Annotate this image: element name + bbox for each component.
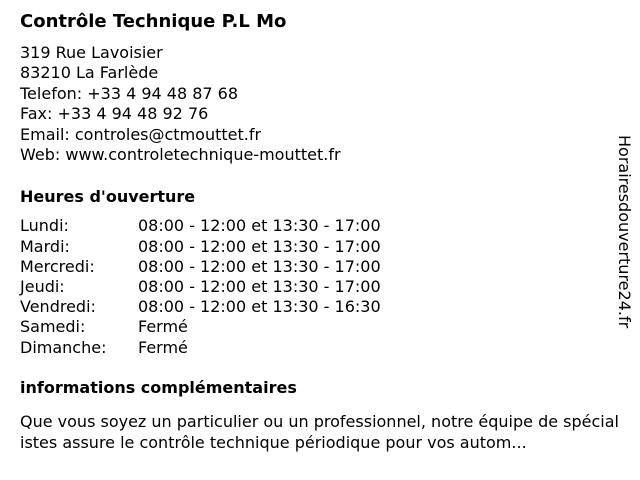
street-address: 319 Rue Lavoisier bbox=[20, 43, 163, 62]
hours-heading: Heures d'ouverture bbox=[20, 187, 196, 207]
contact-block bbox=[20, 43, 620, 165]
hours-time: 08:00 - 12:00 et 13:30 - 17:00 bbox=[138, 256, 381, 276]
info-heading: informations complémentaires bbox=[20, 377, 297, 397]
hours-time: 08:00 - 12:00 et 13:30 - 17:00 bbox=[138, 236, 381, 256]
hours-row bbox=[20, 257, 620, 277]
hours-time: 08:00 - 12:00 et 13:30 - 17:00 bbox=[138, 277, 381, 297]
business-card bbox=[20, 10, 620, 453]
hours-time: Fermé bbox=[138, 337, 188, 357]
hours-row bbox=[20, 317, 620, 337]
hours-table bbox=[20, 216, 620, 357]
info-description: Que vous soyez un particulier ou un professionnel, notre équipe de spécialistes assure le contrôle technique périodique pour vos autom... bbox=[20, 411, 619, 452]
site-watermark: Horairesdouverture24.fr bbox=[615, 135, 634, 329]
city-address: 83210 La Farlède bbox=[20, 63, 159, 83]
hours-day: Mercredi: bbox=[20, 256, 95, 276]
hours-time: 08:00 - 12:00 et 13:30 - 17:00 bbox=[138, 216, 381, 236]
hours-time: 08:00 - 12:00 et 13:30 - 16:30 bbox=[138, 297, 381, 317]
hours-row bbox=[20, 297, 620, 317]
hours-day: Lundi: bbox=[20, 216, 69, 236]
website: Web: www.controletechnique-mouttet.fr bbox=[20, 145, 341, 165]
phone-number: Telefon: +33 4 94 48 87 68 bbox=[20, 83, 239, 103]
hours-day: Vendredi: bbox=[20, 297, 96, 317]
hours-day: Jeudi: bbox=[20, 277, 65, 297]
email-address: Email: controles@ctmouttet.fr bbox=[20, 124, 262, 144]
hours-row bbox=[20, 338, 620, 358]
hours-day: Dimanche: bbox=[20, 337, 107, 357]
hours-row bbox=[20, 216, 620, 236]
hours-day: Samedi: bbox=[20, 317, 86, 337]
hours-row bbox=[20, 277, 620, 297]
business-name: Contrôle Technique P.L Mo bbox=[20, 11, 287, 32]
hours-row bbox=[20, 237, 620, 257]
fax-number: Fax: +33 4 94 48 92 76 bbox=[20, 104, 209, 124]
hours-time: Fermé bbox=[138, 317, 188, 337]
hours-day: Mardi: bbox=[20, 236, 70, 256]
